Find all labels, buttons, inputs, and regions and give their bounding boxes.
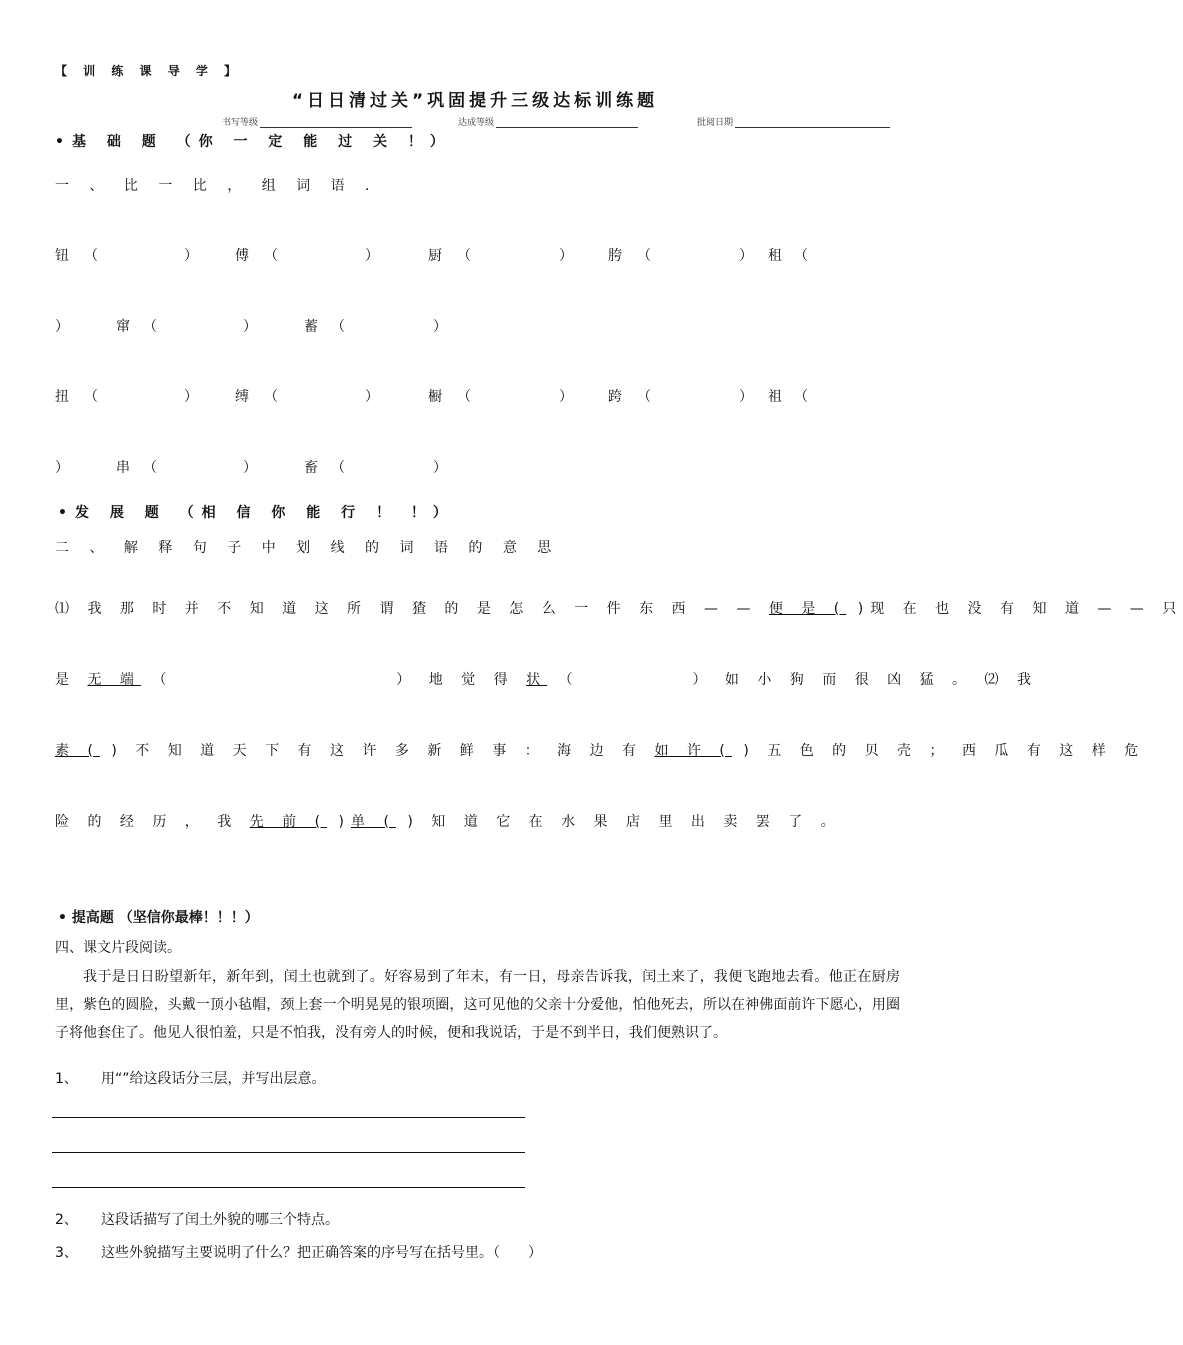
develop-section-heading: •发 展 题 （相 信 你 能 行 ！ ！）: [58, 505, 455, 521]
close-paren: ）: [55, 319, 69, 335]
close-paren: ）: [559, 248, 573, 264]
open-paren: （: [84, 248, 98, 264]
close-paren: ）: [243, 460, 257, 476]
writing-grade-blank[interactable]: [260, 117, 412, 128]
open-paren: （: [637, 389, 651, 405]
answer-line[interactable]: [52, 1117, 525, 1118]
underlined-word: 无 端: [87, 672, 141, 688]
sentence-text: ): [338, 814, 352, 830]
sentence-line-2: [55, 669, 1038, 689]
close-paren: ）: [365, 248, 379, 264]
char-cell: 租: [768, 248, 782, 264]
sub-question-text: 这些外貌描写主要说明了什么？把正确答案的序号写在括号里。（ ）: [101, 1245, 542, 1261]
close-paren: ）: [433, 460, 447, 476]
review-date-label: 批阅日期: [697, 118, 734, 128]
sentence-text: )现 在 也 没 有 知 道 — — 只: [857, 601, 1183, 617]
close-paren: ）: [739, 248, 753, 264]
underlined-word: 素 (: [55, 743, 100, 759]
close-paren: ）: [184, 389, 198, 405]
sub-question-3: [55, 1242, 542, 1262]
sub-question-text: 这段话描写了闰土外貌的哪三个特点。: [101, 1212, 339, 1228]
achievement-grade-label: 达成等级: [458, 118, 495, 128]
sub-question-1: [55, 1068, 326, 1088]
underlined-word: 便 是 (: [768, 601, 847, 617]
underlined-word: 如 许 (: [654, 743, 732, 759]
open-paren: （: [331, 460, 345, 476]
open-paren: （: [264, 389, 278, 405]
sentence-line-1: [55, 598, 1183, 618]
close-paren: ）: [184, 248, 198, 264]
sentence-text: ⑴ 我 那 时 并 不 知 道 这 所 谓 猹 的 是 怎 么 一 件 东 西 — —: [55, 601, 758, 617]
writing-grade-label: 书写等级: [222, 118, 259, 128]
char-cell: 跨: [608, 389, 622, 405]
open-paren: （: [794, 389, 808, 405]
basic-section-heading: •基 础 题 （你 一 定 能 过 关 ！）: [55, 134, 452, 150]
sentence-text: 险 的 经 历 ， 我: [55, 814, 239, 830]
sub-question-2: [55, 1209, 339, 1229]
open-paren: （: [331, 319, 345, 335]
underlined-word: 先 前 (: [249, 814, 328, 830]
question-1-title: 一 、 比 一 比 ， 组 词 语 ．: [55, 178, 388, 194]
review-date-blank[interactable]: [735, 117, 890, 128]
open-paren: （: [457, 389, 471, 405]
char-cell: 傅: [235, 248, 249, 264]
sentence-text: ) 知 道 它 在 水 果 店 里 出 卖 罢 了 。: [407, 814, 842, 830]
answer-line[interactable]: [52, 1187, 525, 1188]
page-title: “日日清过关”巩固提升三级达标训练题: [291, 91, 659, 111]
answer-line[interactable]: [52, 1152, 525, 1153]
char-cell: 祖: [768, 389, 782, 405]
writing-grade-field: [222, 115, 412, 128]
close-paren: ）: [739, 389, 753, 405]
sentence-text: ） 如 小 狗 而 很 凶 猛 。 ⑵ 我: [692, 672, 1038, 688]
open-paren: （: [457, 248, 471, 264]
open-paren: （: [794, 248, 808, 264]
underlined-word: 状: [526, 672, 548, 688]
close-paren: ）: [559, 389, 573, 405]
char-cell: 扭: [55, 389, 69, 405]
open-paren: （: [637, 248, 651, 264]
close-paren: ）: [365, 389, 379, 405]
achievement-grade-field: [458, 115, 638, 128]
review-date-field: [697, 115, 890, 128]
char-cell: 厨: [428, 248, 442, 264]
sentence-text: ） 地 觉 得: [396, 672, 515, 688]
char-cell: 窜: [116, 319, 130, 335]
sub-question-text: 用“”给这段话分三层，并写出层意。: [101, 1071, 326, 1087]
underlined-word: 单 (: [351, 814, 396, 830]
char-cell: 蓄: [304, 319, 318, 335]
sub-question-number: 2、: [55, 1212, 78, 1228]
question-4-title: 四、课文片段阅读。: [55, 940, 181, 956]
open-paren: （: [264, 248, 278, 264]
sentence-text: ) 不 知 道 天 下 有 这 许 多 新 鲜 事 ： 海 边 有: [111, 743, 644, 759]
char-cell: 橱: [428, 389, 442, 405]
sentence-text: （: [558, 672, 580, 688]
close-paren: ）: [243, 319, 257, 335]
advanced-section-heading: • 提高题 （坚信你最棒！！！）: [58, 910, 259, 926]
sentence-text: 是: [55, 672, 76, 688]
open-paren: （: [143, 319, 157, 335]
sub-question-number: 3、: [55, 1245, 78, 1261]
close-paren: ）: [433, 319, 447, 335]
sub-question-number: 1、: [55, 1071, 78, 1087]
close-paren: ）: [55, 460, 69, 476]
sentence-line-4: [55, 811, 890, 831]
char-cell: 胯: [608, 248, 622, 264]
sentence-line-3: [55, 740, 1146, 760]
open-paren: （: [84, 389, 98, 405]
char-cell: 串: [116, 460, 130, 476]
sentence-text: ) 五 色 的 贝 壳 ； 西 瓜 有 这 样 危: [743, 743, 1146, 759]
char-cell: 钮: [55, 248, 69, 264]
question-2-title: 二 、 解 释 句 子 中 划 线 的 词 语 的 意 思: [55, 540, 560, 556]
header-tag: 【 训 练 课 导 学 】: [55, 64, 243, 78]
reading-passage: 我于是日日盼望新年，新年到，闰土也就到了。好容易到了年末，有一日，母亲告诉我，闰土来了，我便飞跑地去看。他正在厨房里，紫色的圆脸，头戴一顶小毡帽，颈上套一个明晃晃的银项圈，这可见他的父亲十分爱他，怕他死去，所以在神佛面前许下愿心，用圈子将他套住了。他见人很怕羞，只是不怕我，没有旁人的时候，便和我说话，于是不到半日，我们便熟识了。: [55, 969, 900, 1041]
sentence-text: （: [152, 672, 174, 688]
achievement-grade-blank[interactable]: [496, 117, 638, 128]
char-cell: 缚: [235, 389, 249, 405]
char-cell: 畜: [304, 460, 318, 476]
open-paren: （: [143, 460, 157, 476]
